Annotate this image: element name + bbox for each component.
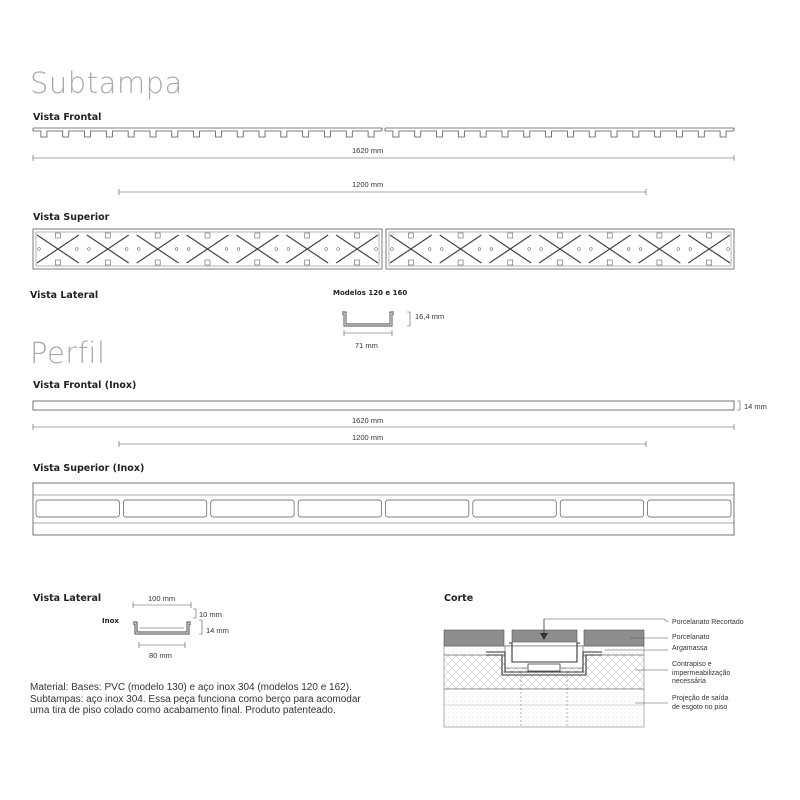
subtampa-width-dim: 71 mm	[355, 341, 378, 350]
porcelanato-tile-left	[444, 630, 504, 646]
perfil-bottom-width: 80 mm	[149, 651, 172, 660]
perfil-vista-superior-label: Vista Superior (Inox)	[33, 463, 145, 474]
subtampa-dim-inner: 1200 mm	[352, 180, 384, 189]
label-projecao-line-2: de esgoto no piso	[672, 703, 728, 711]
corte-title: Corte	[444, 593, 474, 604]
perfil-dim-inner: 1200 mm	[352, 433, 384, 442]
subtampa-height-dim: 16,4 mm	[415, 312, 445, 321]
label-contrapiso-line-3: necessária	[672, 678, 706, 685]
subtampa-modelos-label: Modelos 120 e 160	[333, 289, 408, 297]
perfil-inox-label: Inox	[102, 617, 119, 625]
description-line-3: uma tira de piso colado como acabamento final. Produto patenteado.	[30, 705, 336, 716]
description-line-1: Material: Bases: PVC (modelo 130) e aço inox 304 (modelos 120 e 162).	[30, 682, 352, 693]
label-projecao-line-1: Projeção de saída	[672, 695, 729, 702]
subtampa-vista-frontal-label: Vista Frontal	[33, 112, 102, 123]
subtampa-dim-total: 1620 mm	[352, 146, 384, 155]
perfil-dim-total: 1620 mm	[352, 416, 384, 425]
perfil-top-width: 100 mm	[148, 594, 176, 603]
label-argamassa: Argamassa	[672, 645, 708, 652]
subtampa-title: Subtampa	[30, 66, 183, 100]
perfil-title: Perfil	[30, 336, 106, 370]
description-line-2: Subtampas: aço inox 304. Essa peça funciona como berço para acomodar	[30, 693, 361, 705]
label-contrapiso-line-1: Contrapiso e	[672, 661, 712, 668]
label-contrapiso-line-2: impermeabilização	[672, 669, 731, 677]
label-projecao	[672, 695, 728, 712]
subtampa-vista-superior-label: Vista Superior	[33, 212, 110, 223]
perfil-vista-frontal-label: Vista Frontal (Inox)	[33, 380, 137, 391]
label-contrapiso	[672, 661, 730, 687]
perfil-lip-height: 10 mm	[199, 610, 222, 619]
perfil-total-height: 14 mm	[206, 626, 229, 635]
label-porcelanato: Porcelanato	[672, 634, 710, 641]
subtampa-vista-lateral-label: Vista Lateral	[30, 290, 99, 301]
perfil-thickness-dim: 14 mm	[744, 402, 767, 411]
label-porcelanato-recortado: Porcelanato Recortado	[672, 619, 744, 626]
perfil-vista-lateral-label: Vista Lateral	[33, 593, 102, 604]
projecao-layer	[444, 689, 644, 727]
